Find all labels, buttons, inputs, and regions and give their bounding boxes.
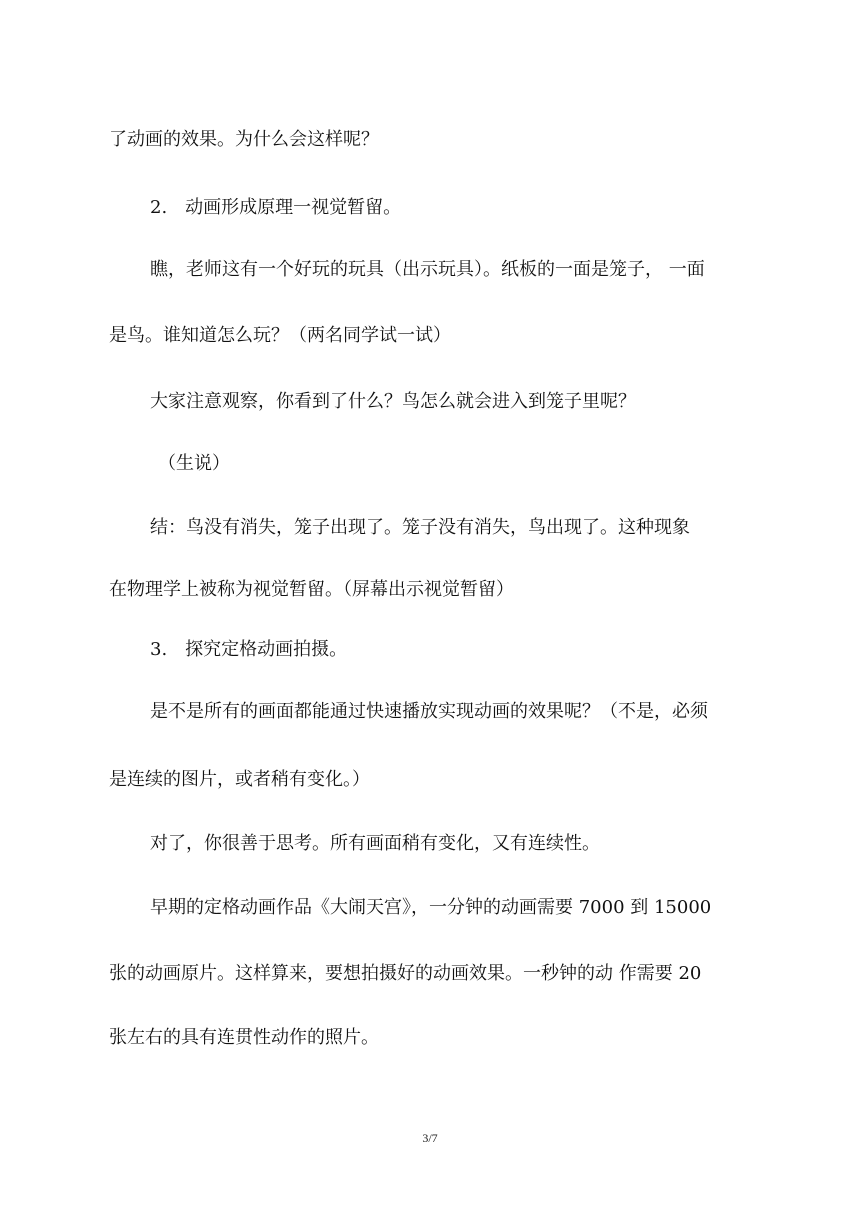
page-number: 3/7 [422, 1131, 438, 1145]
paragraph-line-10: 是不是所有的画面都能通过快速播放实现动画的效果呢？（不是，必须 [150, 701, 708, 722]
paragraph-line-4: 是鸟。谁知道怎么玩？（两名同学试一试） [109, 325, 451, 346]
paragraph-line-8: 在物理学上被称为视觉暂留。（屏幕出示视觉暂留） [109, 579, 514, 600]
paragraph-line-1: 了动画的效果。为什么会这样呢？ [109, 129, 379, 150]
paragraph-line-7: 结：鸟没有消失，笼子出现了。笼子没有消失，鸟出现了。这种现象 [150, 517, 690, 538]
paragraph-line-14: 张的动画原片。这样算来，要想拍摄好的动画效果。一秒钟的动 作需要 20 [109, 963, 702, 984]
section-heading-2: 2. 动画形成原理一视觉暂留。 [150, 197, 402, 218]
paragraph-line-6: （生说） [158, 453, 230, 474]
paragraph-line-15: 张左右的具有连贯性动作的照片。 [109, 1027, 379, 1048]
section-heading-3: 3. 探究定格动画拍摄。 [150, 639, 348, 660]
paragraph-line-12: 对了，你很善于思考。所有画面稍有变化，又有连续性。 [150, 833, 600, 854]
paragraph-line-5: 大家注意观察，你看到了什么？鸟怎么就会进入到笼子里呢？ [150, 391, 636, 412]
paragraph-line-13: 早期的定格动画作品《大闹天宫》，一分钟的动画需要 7000 到 15000 [150, 897, 712, 918]
paragraph-line-11: 是连续的图片，或者稍有变化。） [109, 769, 370, 790]
paragraph-line-3: 瞧，老师这有一个好玩的玩具（出示玩具）。纸板的一面是笼子， 一面 [150, 259, 705, 280]
